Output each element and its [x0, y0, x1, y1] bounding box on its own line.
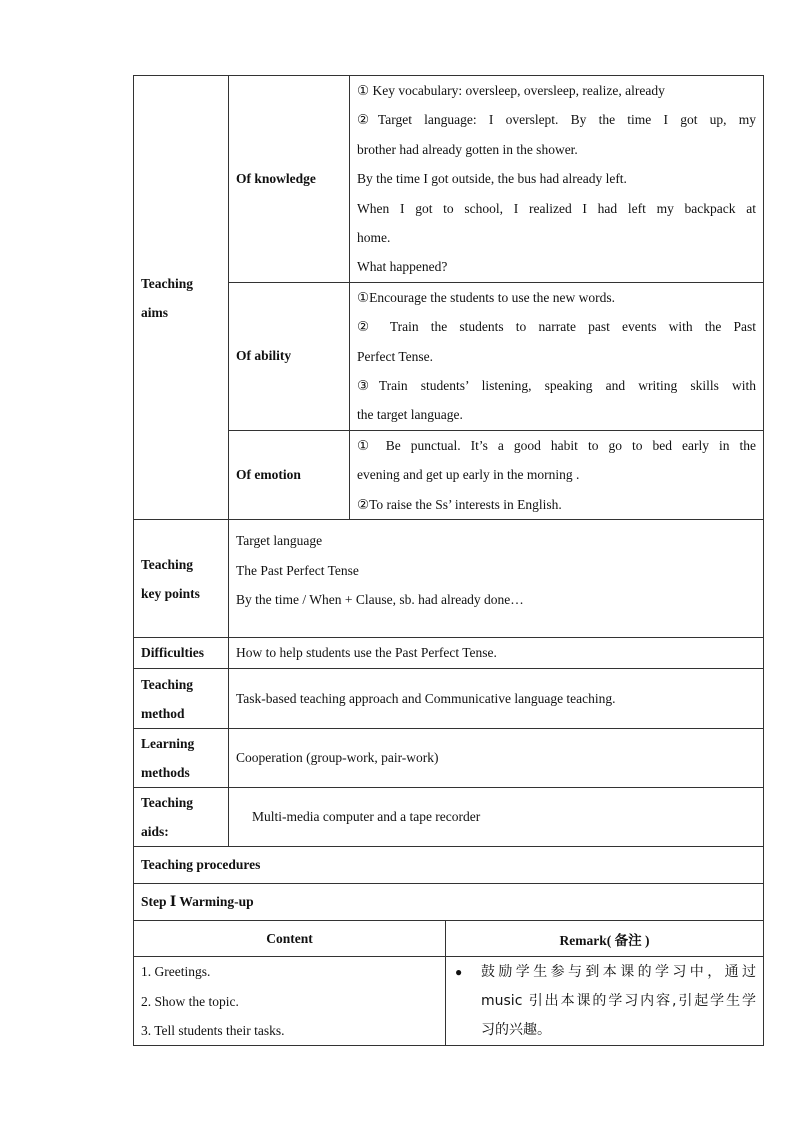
knowledge-line: By the time I got outside, the bus had already left. [357, 171, 627, 187]
learning-methods-content [229, 729, 764, 788]
learning-methods-text: Cooperation (group-work, pair-work) [236, 750, 439, 766]
step-one-cell [134, 884, 764, 921]
ability-line: ② Train the students to narrate past events with the Past [357, 319, 757, 335]
content-header: Content [266, 930, 313, 946]
teaching-aids-content [229, 788, 764, 847]
emotion-line: ②To raise the Ss’ interests in English. [357, 496, 562, 512]
step-one-row [134, 884, 764, 921]
of-knowledge-label-cell [229, 76, 350, 283]
of-ability-label-cell [229, 282, 350, 430]
teaching-method-label-cell [134, 669, 229, 729]
learning-methods-row [134, 729, 764, 788]
emotion-line: ① Be punctual. It’s a good habit to go to bed early in the [357, 437, 757, 453]
ability-line: the target language. [357, 407, 463, 423]
lesson-plan-table [133, 75, 764, 1046]
difficulties-content [229, 638, 764, 669]
content-remark-header-row [134, 921, 764, 957]
key-points-line: Target language [236, 533, 323, 549]
remark-line: 鼓励学生参与到本课的学习中，通过 [481, 963, 757, 980]
teaching-procedures-cell [134, 847, 764, 884]
teaching-procedures-row [134, 847, 764, 884]
knowledge-content [350, 76, 764, 283]
teaching-aids-text: Multi-media computer and a tape recorder [252, 809, 481, 825]
teaching-aids-label-line: Teaching [141, 795, 194, 811]
remark-bullet-item [453, 958, 756, 1045]
learning-methods-label-line: methods [141, 765, 190, 781]
knowledge-line: brother had already gotten in the shower. [357, 141, 578, 157]
of-emotion-label: Of emotion [236, 466, 301, 482]
ability-content [350, 282, 764, 430]
difficulties-text: How to help students use the Past Perfect Tense. [236, 645, 497, 661]
aims-knowledge-row [134, 76, 764, 283]
emotion-line: evening and get up early in the morning . [357, 467, 580, 483]
step-one-label: Step Ⅰ Warming-up [141, 894, 254, 910]
key-points-row [134, 520, 764, 638]
ability-line: ①Encourage the students to use the new words. [357, 289, 616, 305]
key-points-label-line: key points [141, 585, 200, 601]
bullet-icon: ● [455, 964, 463, 979]
difficulties-row [134, 638, 764, 669]
ability-line: Perfect Tense. [357, 348, 434, 364]
remark-header: Remark( 备注 ) [559, 932, 650, 948]
difficulties-label-cell [134, 638, 229, 669]
teaching-aids-row [134, 788, 764, 847]
difficulties-label: Difficulties [141, 645, 204, 661]
content-cell [134, 957, 446, 1046]
teaching-method-label-line: method [141, 705, 185, 721]
key-points-label-line: Teaching [141, 556, 194, 572]
content-item: 3. Tell students their tasks. [141, 1022, 285, 1038]
key-points-content [229, 520, 764, 638]
key-points-label-cell [134, 520, 229, 638]
content-header-cell [134, 921, 446, 957]
remark-text [481, 958, 756, 1045]
knowledge-line: ②Target language: I overslept. By the time I got up, my [357, 112, 757, 128]
teaching-aims-label-cell [134, 76, 229, 520]
aims-emotion-row [134, 430, 764, 519]
of-ability-label: Of ability [236, 348, 292, 364]
remark-cell [446, 957, 764, 1046]
teaching-aids-label-cell [134, 788, 229, 847]
knowledge-line: When I got to school, I realized I had left my backpack at [357, 200, 757, 216]
knowledge-line: home. [357, 230, 391, 246]
key-points-line: By the time / When + Clause, sb. had already done… [236, 592, 524, 608]
knowledge-line: ① Key vocabulary: oversleep, oversleep, realize, already [357, 83, 665, 98]
ability-line: ③Train students’ listening, speaking and writing skills with [357, 378, 757, 394]
content-remark-body-row [134, 957, 764, 1046]
of-emotion-label-cell [229, 430, 350, 519]
teaching-method-label-line: Teaching [141, 676, 194, 692]
teaching-method-text: Task-based teaching approach and Communicative language teaching. [236, 690, 616, 706]
emotion-content [350, 430, 764, 519]
knowledge-line: What happened? [357, 259, 448, 275]
remark-line: 习的兴趣。 [481, 1021, 551, 1038]
key-points-line: The Past Perfect Tense [236, 562, 359, 578]
remark-header-cell [446, 921, 764, 957]
content-item: 2. Show the topic. [141, 993, 239, 1009]
remark-line: music 引出本课的学习内容,引起学生学 [481, 992, 757, 1009]
teaching-method-row [134, 669, 764, 729]
aims-ability-row [134, 282, 764, 430]
teaching-aims-label: Teaching aims [141, 275, 194, 320]
teaching-procedures-label: Teaching procedures [141, 857, 261, 873]
learning-methods-label-cell [134, 729, 229, 788]
learning-methods-label-line: Learning [141, 736, 195, 752]
of-knowledge-label: Of knowledge [236, 170, 316, 186]
teaching-method-content [229, 669, 764, 729]
content-item: 1. Greetings. [141, 964, 211, 980]
teaching-aids-label-line: aids: [141, 824, 169, 840]
